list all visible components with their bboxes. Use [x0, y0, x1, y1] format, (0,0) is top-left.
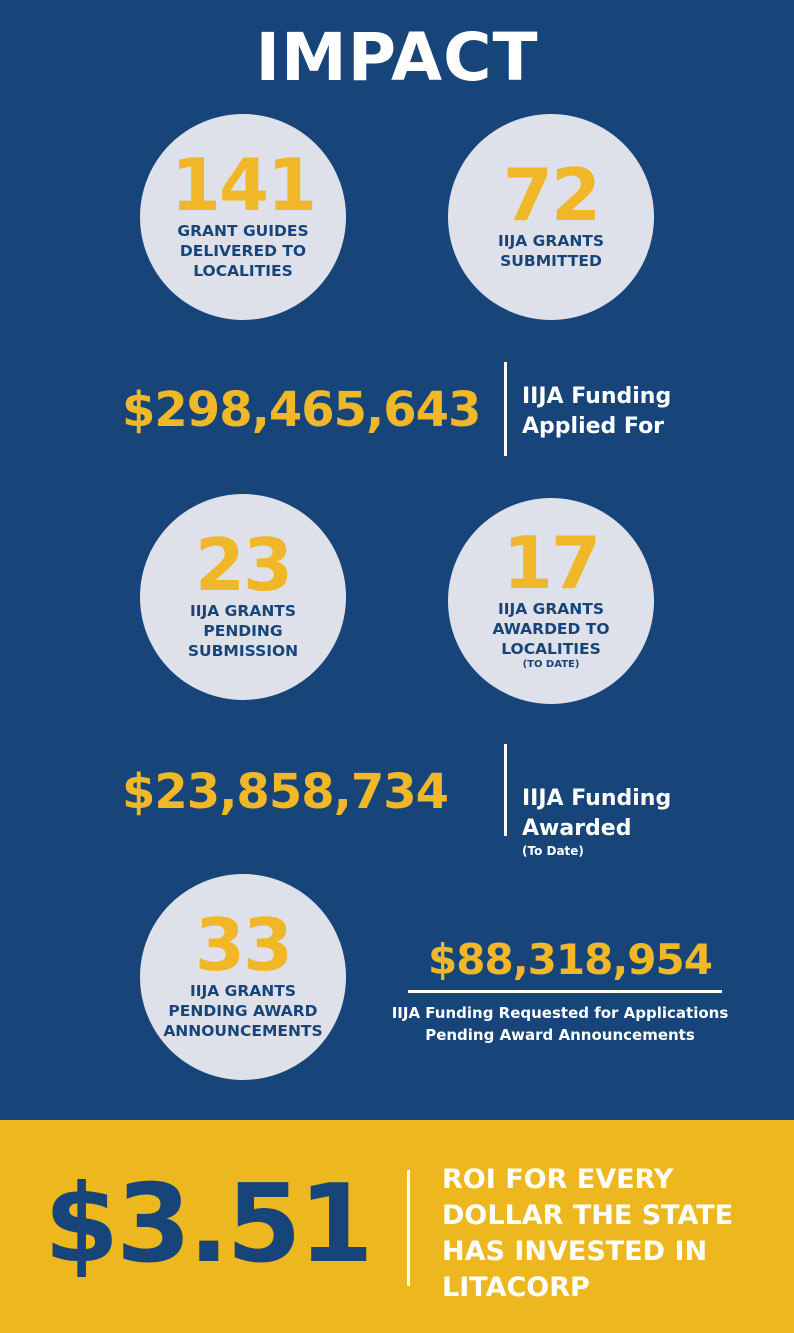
roi-amount: $3.51 — [44, 1162, 371, 1287]
stat-circle-pending-award — [140, 874, 346, 1080]
stat-sublabel: (TO DATE) — [522, 659, 580, 670]
stat-label: IIJA GRANTS SUBMITTED — [497, 232, 605, 270]
stat-number: 72 — [502, 153, 600, 237]
stat-circle-grants-submitted — [448, 114, 654, 320]
funding-applied-label: IIJA Funding Applied For — [522, 384, 672, 439]
stat-label: IIJA GRANTS PENDING AWARD ANNOUNCEMENTS — [163, 982, 323, 1040]
stat-circle-pending-submission — [140, 494, 346, 700]
funding-awarded-sublabel: (To Date) — [522, 844, 584, 858]
divider-line — [504, 362, 507, 456]
stat-circle-grants-awarded — [448, 498, 654, 704]
roi-label: ROI FOR EVERY DOLLAR THE STATE HAS INVESTED IN LITACORP — [442, 1164, 734, 1303]
page-title: IMPACT — [255, 19, 539, 96]
stat-number: 23 — [194, 523, 292, 607]
divider-line — [504, 744, 507, 836]
stat-label: IIJA GRANTS AWARDED TO LOCALITIES — [492, 600, 610, 658]
funding-applied-amount: $298,465,643 — [122, 382, 481, 438]
funding-awarded-label — [522, 754, 671, 888]
stat-number: 17 — [502, 521, 600, 605]
funding-pending-label: IIJA Funding Requested for Applications Pending Award Announcements — [391, 1004, 729, 1044]
stat-number: 141 — [170, 143, 316, 227]
stat-circle-grant-guides — [140, 114, 346, 320]
stat-label: GRANT GUIDES DELIVERED TO LOCALITIES — [177, 222, 309, 280]
stat-number: 33 — [194, 903, 292, 987]
stat-label: IIJA GRANTS PENDING SUBMISSION — [187, 602, 299, 660]
funding-pending-amount: $88,318,954 — [428, 935, 712, 984]
divider-line — [407, 1170, 410, 1286]
underline — [408, 990, 722, 993]
funding-awarded-amount: $23,858,734 — [122, 764, 449, 820]
funding-awarded-label-text: IIJA Funding Awarded — [522, 786, 672, 841]
